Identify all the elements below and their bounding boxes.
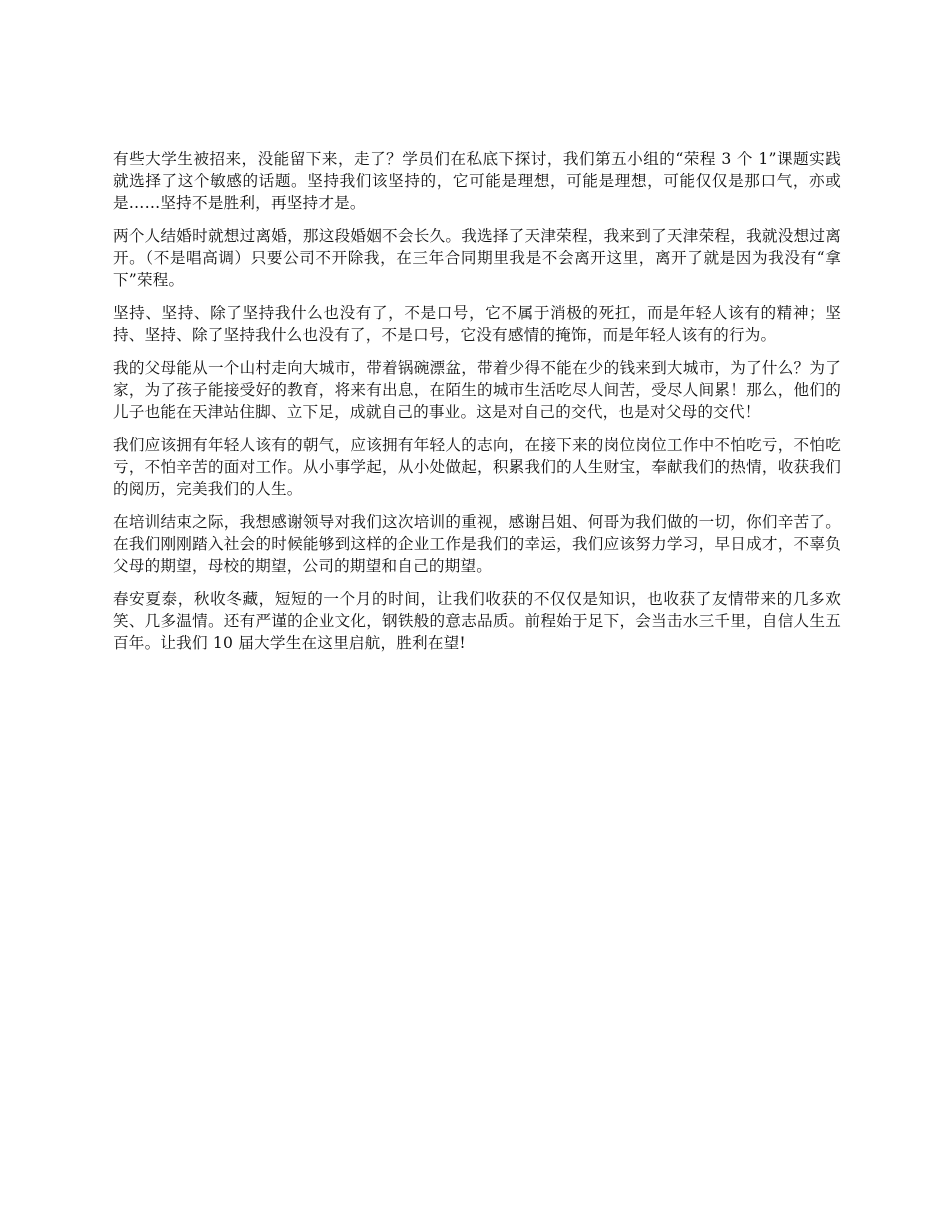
document-page (113, 148, 841, 665)
paragraph-7: 春安夏泰，秋收冬藏，短短的一个月的时间，让我们收获的不仅仅是知识，也收获了友情带来的几多欢笑、几多温情。还有严谨的企业文化，钢铁般的意志品质。前程始于足下，会当击水三千里，自信人生五百年。让我们 10 届大学生在这里启航，胜利在望! (113, 590, 841, 652)
paragraph-1: 有些大学生被招来，没能留下来，走了？学员们在私底下探讨，我们第五小组的“荣程 3 个 1”课题实践就选择了这个敏感的话题。坚持我们该坚持的，它可能是理想，可能是理想，可能仅仅是那口气，亦或是……坚持不是胜利，再坚持才是。 (113, 150, 841, 212)
paragraph-2: 两个人结婚时就想过离婚，那这段婚姻不会长久。我选择了天津荣程，我来到了天津荣程，我就没想过离开。（不是唱高调）只要公司不开除我，在三年合同期里我是不会离开这里，离开了就是因为我没有“拿下”荣程。 (113, 227, 841, 289)
paragraph-4: 我的父母能从一个山村走向大城市，带着锅碗漂盆，带着少得不能在少的钱来到大城市，为了什么？为了家，为了孩子能接受好的教育，将来有出息，在陌生的城市生活吃尽人间苦，受尽人间累！那么，他们的儿子也能在天津站住脚、立下足，成就自己的事业。这是对自己的交代，也是对父母的交代！ (113, 359, 841, 421)
paragraph-6: 在培训结束之际，我想感谢领导对我们这次培训的重视，感谢吕姐、何哥为我们做的一切，你们辛苦了。在我们刚刚踏入社会的时候能够到这样的企业工作是我们的幸运，我们应该努力学习，早日成才，不辜负父母的期望，母校的期望，公司的期望和自己的期望。 (113, 513, 841, 575)
paragraph-3: 坚持、坚持、除了坚持我什么也没有了，不是口号，它不属于消极的死扛，而是年轻人该有的精神；坚持、坚持、除了坚持我什么也没有了，不是口号，它没有感情的掩饰，而是年轻人该有的行为。 (113, 304, 841, 344)
paragraph-5: 我们应该拥有年轻人该有的朝气，应该拥有年轻人的志向，在接下来的岗位岗位工作中不怕吃亏，不怕吃亏，不怕辛苦的面对工作。从小事学起，从小处做起，积累我们的人生财宝，奉献我们的热情，收获我们的阅历，完美我们的人生。 (113, 436, 841, 498)
